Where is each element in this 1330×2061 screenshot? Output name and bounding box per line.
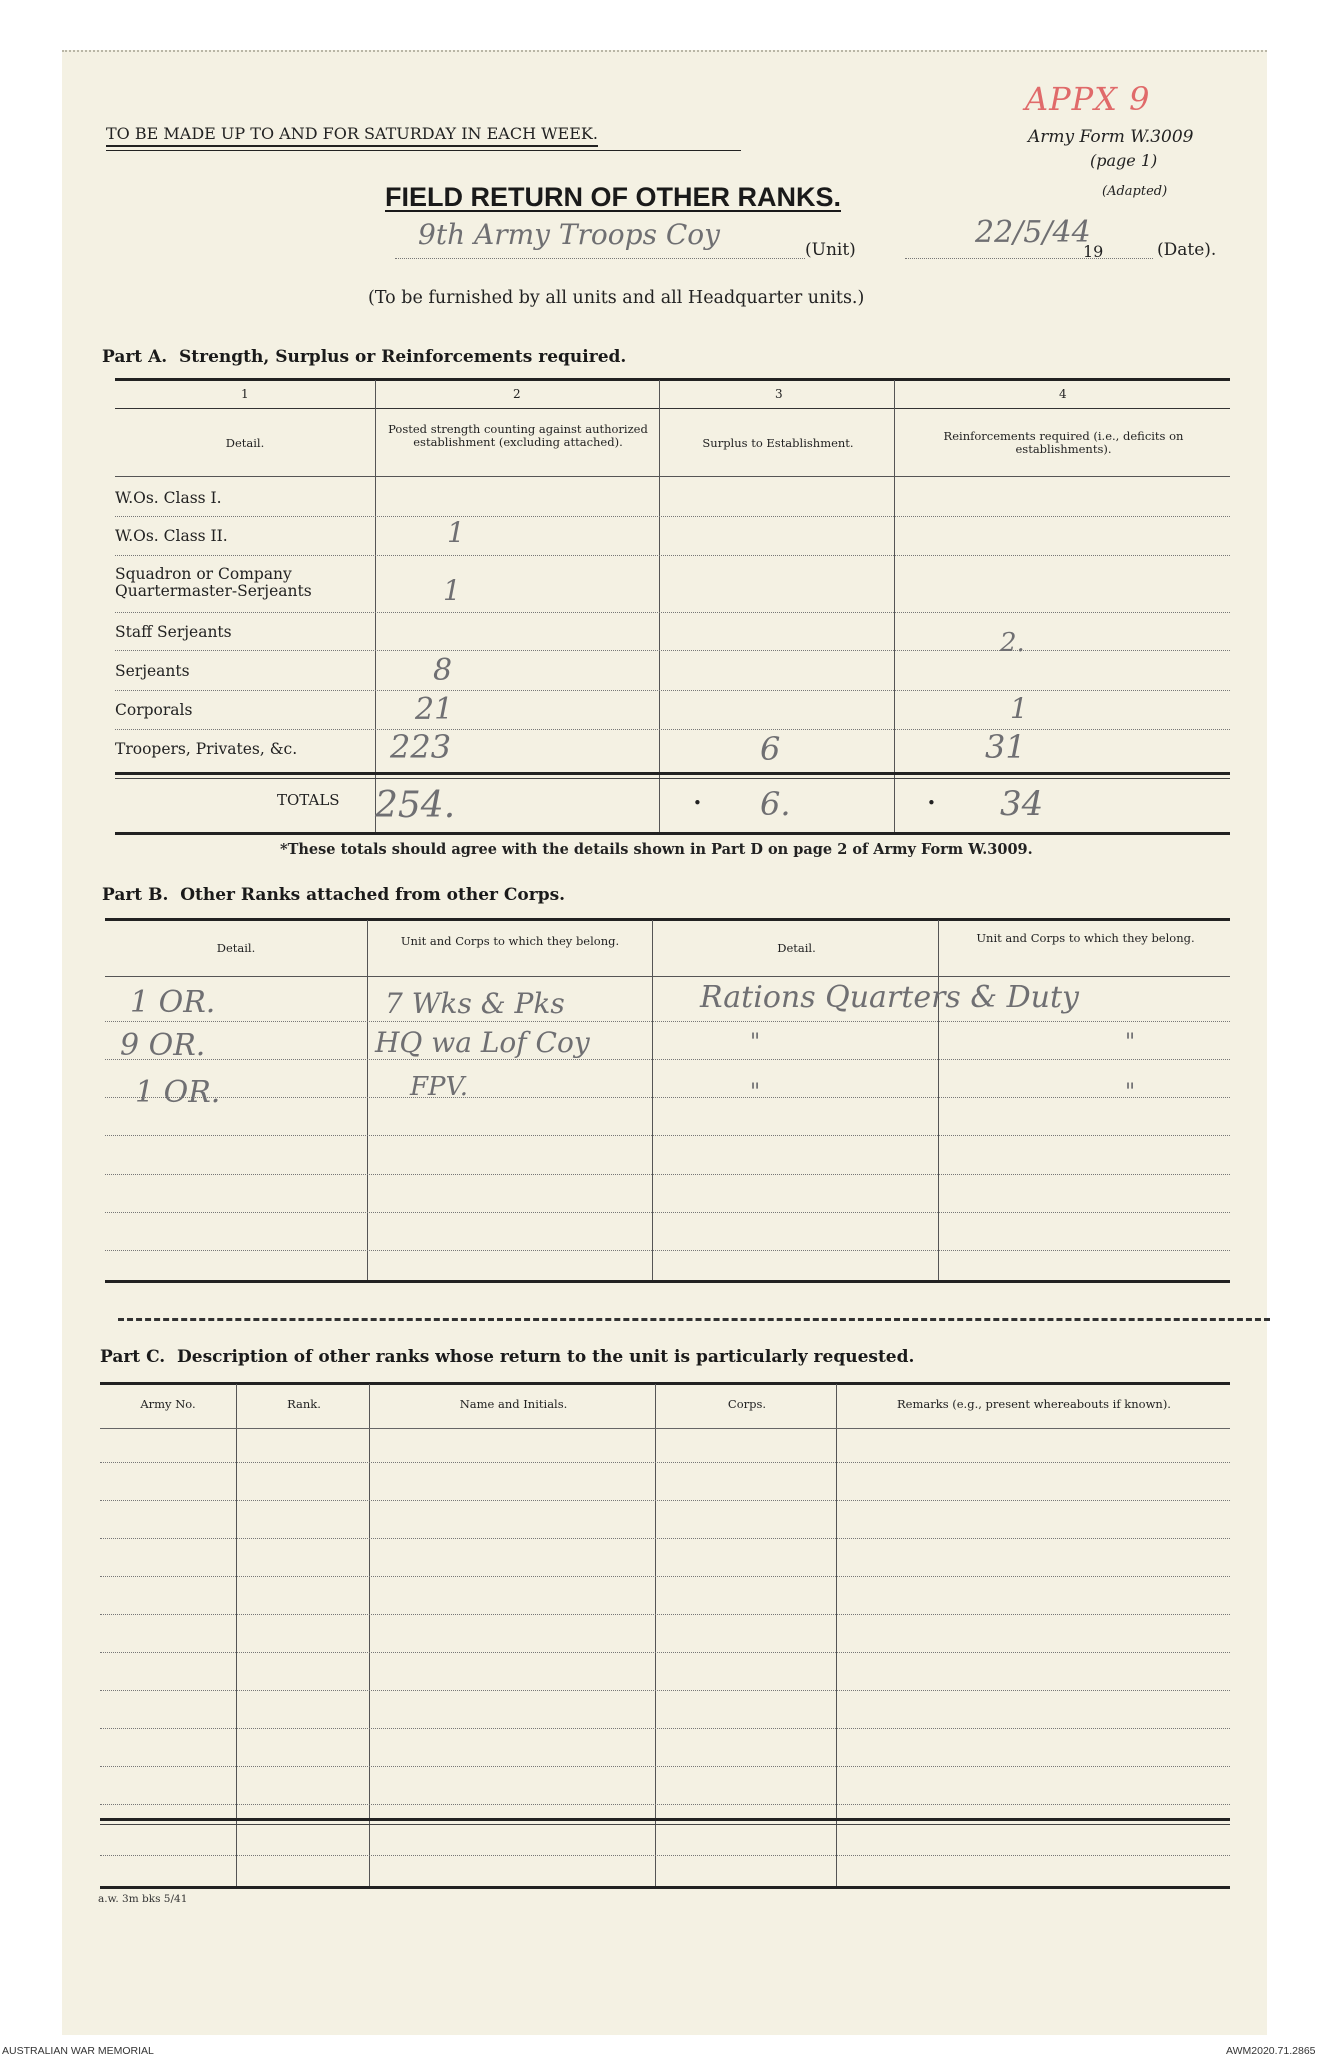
date-label: (Date). [1157,240,1217,260]
posted-wo-class-2: 1 [447,516,465,549]
part-c-top-rule [100,1382,1230,1385]
part-c-header-rule [100,1428,1230,1429]
posted-serjeants: 8 [433,653,453,688]
part-b-row-rule [105,1135,1230,1136]
part-b-header-detail-2: Detail. [777,941,816,955]
total-reinf-asterisk: • [927,794,936,812]
part-a-header-reinf: Reinforcements required (i.e., deficits on establishments). [943,429,1184,456]
part-c-header-army-no: Army No. [140,1397,196,1411]
adapted-label: (Adapted) [1102,184,1168,199]
part-b-header-detail-1: Detail. [216,941,256,955]
part-b-divider-2 [652,920,653,1282]
part-a-bottom-rule [115,832,1230,835]
reinf-corporals: 1 [1010,692,1028,725]
part-a-divider-1 [375,380,376,835]
part-b-row-2-detail-2: " [750,1030,761,1055]
row-rule [115,690,1230,691]
part-b-bottom-rule [105,1280,1230,1283]
date-handwritten: 22/5/44 [975,215,1091,250]
part-c-double-rule-top [100,1818,1230,1821]
row-wo-class-2: W.Os. Class II. [115,527,228,545]
row-corporals: Corporals [115,701,193,719]
part-c-divider-2 [369,1384,370,1889]
form-title: FIELD RETURN OF OTHER RANKS. [385,182,841,212]
page-number: (page 1) [1090,151,1158,170]
row-troopers-privates: Troopers, Privates, &c. [115,740,298,758]
part-b-header-rule [105,976,1230,977]
part-c-row-rule [100,1690,1230,1691]
total-surplus-asterisk: • [693,794,702,812]
part-a-totals-second-rule [115,778,1230,779]
surplus-troopers: 6 [760,730,781,768]
part-a-top-rule [115,378,1230,381]
part-c-header-rank: Rank. [287,1397,321,1411]
part-b-divider-1 [367,920,368,1282]
part-c-row-rule [100,1804,1230,1805]
part-c-header-remarks: Remarks (e.g., present whereabouts if known). [897,1397,1171,1411]
part-c-row-rule [100,1538,1230,1539]
part-c-row-rule [100,1576,1230,1577]
row-staff-serjeants: Staff Serjeants [115,623,232,641]
print-code: a.w. 3m bks 5/41 [98,1893,188,1905]
unit-handwritten: 9th Army Troops Coy [418,218,720,251]
part-a-header-rule [115,476,1230,477]
part-b-row-1-detail: 1 OR. [130,985,216,1020]
part-c-row-rule [100,1855,1230,1856]
part-c-title: Part C. Description of other ranks whose return to the unit is particularly requested. [100,1347,915,1367]
part-c-row-rule [100,1766,1230,1767]
posted-troopers: 223 [390,728,452,766]
row-rule [115,516,1230,517]
part-b-row-2-detail: 9 OR. [120,1028,206,1063]
posted-qms: 1 [443,574,461,607]
reinf-troopers: 31 [985,728,1026,766]
part-c-row-rule [100,1652,1230,1653]
part-c-header-name: Name and Initials. [459,1397,568,1411]
col-number-2: 2 [513,387,521,401]
part-b-row-2-unit: HQ wa Lof Coy [375,1026,590,1059]
part-c-bottom-rule [100,1886,1230,1889]
part-b-row-2-unit-2: " [1125,1030,1136,1055]
part-b-row-rule [105,1021,1230,1022]
part-a-title: Part A. Strength, Surplus or Reinforcements required. [102,347,627,367]
part-c-divider-1 [236,1384,237,1889]
reinf-staff-serjeants: 2. [1000,628,1025,658]
row-rule [115,650,1230,651]
totals-label: TOTALS [277,791,340,809]
row-serjeants: Serjeants [115,662,190,680]
part-a-divider-3 [894,380,895,835]
part-c-header-corps: Corps. [727,1397,767,1411]
part-b-row-rule [105,1059,1230,1060]
part-b-title: Part B. Other Ranks attached from other Corps. [102,885,566,905]
date-dotted-line [905,258,1153,259]
part-a-divider-2 [659,380,660,835]
posted-corporals: 21 [415,692,454,727]
total-surplus: 6. [760,785,791,823]
part-b-divider-3 [938,920,939,1282]
part-c-divider-3 [655,1384,656,1889]
instruction-underline [106,150,741,151]
archive-accession-number: AWM2020.71.2865 [1226,2045,1316,2057]
part-b-header-unit-2: Unit and Corps to which they belong. [976,931,1195,945]
part-c-double-rule-bottom [100,1824,1230,1825]
col-number-1: 1 [241,387,249,401]
part-b-row-3-detail-2: " [750,1080,761,1105]
part-b-row-1-detail-2: Rations Quarters & Duty [700,980,1079,1015]
part-b-header-unit-1: Unit and Corps to which they belong. [400,934,620,948]
part-c-row-rule [100,1500,1230,1501]
part-b-row-rule [105,1097,1230,1098]
col-number-4: 4 [1059,387,1067,401]
row-rule [115,729,1230,730]
year-prefix: 19 [1083,242,1104,261]
row-wo-class-1: W.Os. Class I. [115,489,222,507]
part-a-num-rule [115,408,1230,409]
totals-footnote: *These totals should agree with the details shown in Part D on page 2 of Army Form W.3009. [280,841,1033,858]
instruction-text: TO BE MADE UP TO AND FOR SATURDAY IN EACH WEEK. [106,124,598,147]
col-number-3: 3 [775,387,783,401]
part-c-row-rule [100,1728,1230,1729]
appendix-stamp: APPX 9 [1025,80,1151,118]
part-b-top-rule [105,918,1230,921]
form-id: Army Form W.3009 [1028,127,1194,147]
part-b-row-3-detail: 1 OR. [135,1075,221,1110]
unit-dotted-line [395,258,805,259]
tear-line [118,1318,1270,1321]
part-a-header-detail: Detail. [225,436,265,450]
row-quartermaster-serjeants: Squadron or Company Quartermaster-Serjeants [115,565,312,600]
part-b-row-3-unit-2: " [1125,1080,1136,1105]
part-b-row-rule [105,1212,1230,1213]
part-b-row-3-unit: FPV. [410,1072,469,1102]
row-rule [115,555,1230,556]
part-c-row-rule [100,1614,1230,1615]
perforated-edge [62,50,1267,52]
part-a-totals-top-rule [115,772,1230,775]
part-b-row-rule [105,1174,1230,1175]
part-c-row-rule [100,1462,1230,1463]
archive-credit: AUSTRALIAN WAR MEMORIAL [2,2045,154,2057]
part-b-row-rule [105,1250,1230,1251]
part-a-header-posted: Posted strength counting against authorized establishment (excluding attached). [388,422,648,449]
total-reinf: 34 [1000,784,1044,824]
row-rule [115,612,1230,613]
unit-label: (Unit) [805,240,856,260]
subtitle: (To be furnished by all units and all Headquarter units.) [368,288,865,308]
total-posted: 254. [375,785,456,826]
part-a-header-surplus: Surplus to Establishment. [702,436,854,450]
part-b-row-1-unit: 7 Wks & Pks [385,987,565,1020]
part-c-divider-4 [836,1384,837,1889]
